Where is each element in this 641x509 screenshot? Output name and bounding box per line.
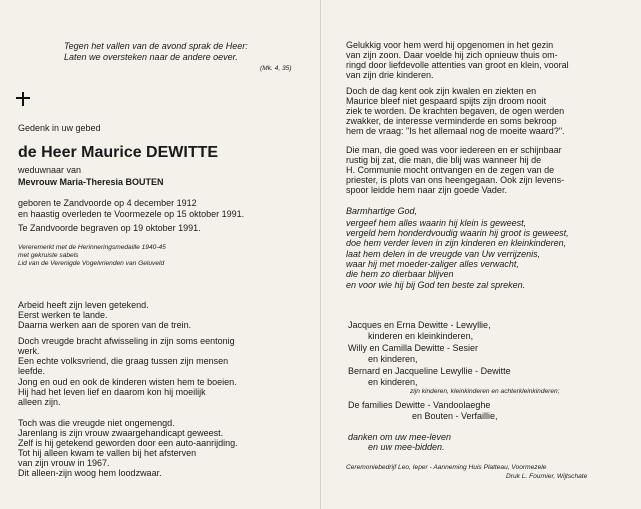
family-line: zijn kinderen, kleinkinderen en achterkleinkinderen; <box>410 388 560 395</box>
text-line: ringd door liefdevolle attenties van groot en klein, vooral <box>346 60 569 70</box>
family-line: Jacques en Erna Dewitte - Lewyllie, <box>348 320 491 330</box>
prayer-line: en voor wie hij bij God ten beste zal spreken. <box>346 280 526 290</box>
poem-line: Jong en oud en ook de kinderen wisten hem te boeien. <box>18 377 237 387</box>
prayer-line: doe hem verder leven in zijn kinderen en kleinkinderen, <box>346 238 567 248</box>
text-line: priester, is plots van ons heengegaan. Ook zijn levens- <box>346 175 565 185</box>
poem-line: Doch vreugde bracht afwisseling in zijn soms eentonig <box>18 336 235 346</box>
death-line: en haastig overleden te Voormezele op 15 oktober 1991. <box>18 209 245 219</box>
burial-line: Te Zandvoorde begraven op 19 oktober 1991. <box>18 223 201 233</box>
prayer-line: die hem zo dierbaar blijven <box>346 269 454 279</box>
family-line: en Bouten - Verfaillie, <box>412 411 498 421</box>
text-line: Doch de dag kent ook zijn kwalen en ziekten en <box>346 86 537 96</box>
text-line: Maurice bleef niet gespaard spijts zijn droom nooit <box>346 96 547 106</box>
poem-line: Tot hij alleen kwam te vallen bij het afsterven <box>18 448 197 458</box>
family-line: Willy en Camilla Dewitte - Sesier <box>348 343 479 353</box>
quote-reference: (Mk. 4, 35) <box>260 65 292 72</box>
thanks-line: en uw mee-bidden. <box>368 442 445 452</box>
quote-line-1: Tegen het vallen van de avond sprak de Heer: <box>64 41 248 51</box>
text-line: rustig bij zat, die man, die blij was wanneer hij de <box>346 155 542 165</box>
prayer-line: vergeld hem honderdvoudig waarin hij groot is geweest, <box>346 228 569 238</box>
poem-line: Daarna werken aan de sporen van de trein. <box>18 320 192 330</box>
poem-line: Eerst werken te lande. <box>18 310 108 320</box>
family-line: De families Dewitte - Vandoolaeghe <box>348 400 491 410</box>
honour-line-3: Lid van de Verenigde Vogelvrienden van Geluveld <box>18 260 165 267</box>
text-line: hem de vraag: "Is het allemaal nog de moeite waard?". <box>346 126 565 136</box>
prayer-line: Barmhartige God, <box>346 206 418 216</box>
family-line: en kinderen, <box>368 377 418 387</box>
family-line: en kinderen, <box>368 354 418 364</box>
thanks-line: danken om uw mee-leven <box>348 432 452 442</box>
footer-line-1: Ceremoniebedrijf Leo, Ieper - Aanneming Huis Platteau, Voormezele <box>346 464 547 471</box>
cross-icon <box>16 92 30 106</box>
family-line: kinderen en kleinkinderen, <box>368 331 474 341</box>
card-fold-line <box>320 0 321 509</box>
family-line: Bernard en Jacqueline Lewyllie - Dewitte <box>348 366 511 376</box>
gedenk-text: Gedenk in uw gebed <box>18 123 101 133</box>
text-line: Die man, die goed was voor iedereen en er schijnbaar <box>346 145 562 155</box>
birth-line: geboren te Zandvoorde op 4 december 1912 <box>18 198 197 208</box>
text-line: ziek te worden. De krachten begaven, de ogen werden <box>346 106 565 116</box>
text-line: Gelukkig voor hem werd hij opgenomen in het gezin <box>346 40 554 50</box>
text-line: van zijn zoon. Daar voelde hij zich opnieuw thuis om- <box>346 50 558 60</box>
poem-line: Zelf is hij getekend geworden door een auto-aanrijding. <box>18 438 238 448</box>
poem-line: van zijn vrouw in 1967. <box>18 458 110 468</box>
prayer-line: vergeef hem alles waarin hij klein is geweest, <box>346 218 527 228</box>
quote-line-2: Laten we oversteken naar de andere oever. <box>64 52 238 62</box>
poem-line: werk. <box>18 346 40 356</box>
honour-line-1: Vereremerkt met de Herinneringsmedaille 1940-45 <box>18 244 166 251</box>
poem-line: leefde. <box>18 366 46 376</box>
poem-line: Een echte volksvriend, die graag tussen zijn mensen <box>18 356 229 366</box>
poem-line: Dit alleen-zijn woog hem loodzwaar. <box>18 468 162 478</box>
spouse-name: Mevrouw Maria-Theresia BOUTEN <box>18 177 164 187</box>
text-line: van zijn drie kinderen. <box>346 70 434 80</box>
poem-line: alleen zijn. <box>18 397 61 407</box>
poem-line: Toch was die vreugde niet ongemengd. <box>18 418 175 428</box>
text-line: H. Communie mocht ontvangen en de zegen van de <box>346 165 555 175</box>
text-line: spoor leidde hem naar zijn goede Vader. <box>346 185 507 195</box>
poem-line: Jarenlang is zijn vrouw zwaargehandicapt geweest. <box>18 428 224 438</box>
poem-line: Arbeid heeft zijn leven getekend. <box>18 300 149 310</box>
prayer-line: waar hij met moeder-zaliger alles verwacht, <box>346 259 519 269</box>
prayer-line: laat hem delen in de vreugde van Uw verrijzenis, <box>346 249 541 259</box>
honour-line-2: met gekruiste sabels <box>18 252 79 259</box>
deceased-name: de Heer Maurice DEWITTE <box>18 144 219 161</box>
poem-line: Hij had het leven lief en daarom kon hij moeilijk <box>18 387 206 397</box>
widower-label: weduwnaar van <box>18 165 82 175</box>
text-line: zwakker, de interesse verminderde en soms bekroop <box>346 116 557 126</box>
footer-line-2: Druk L. Fournier, Wijtschate <box>506 473 588 480</box>
